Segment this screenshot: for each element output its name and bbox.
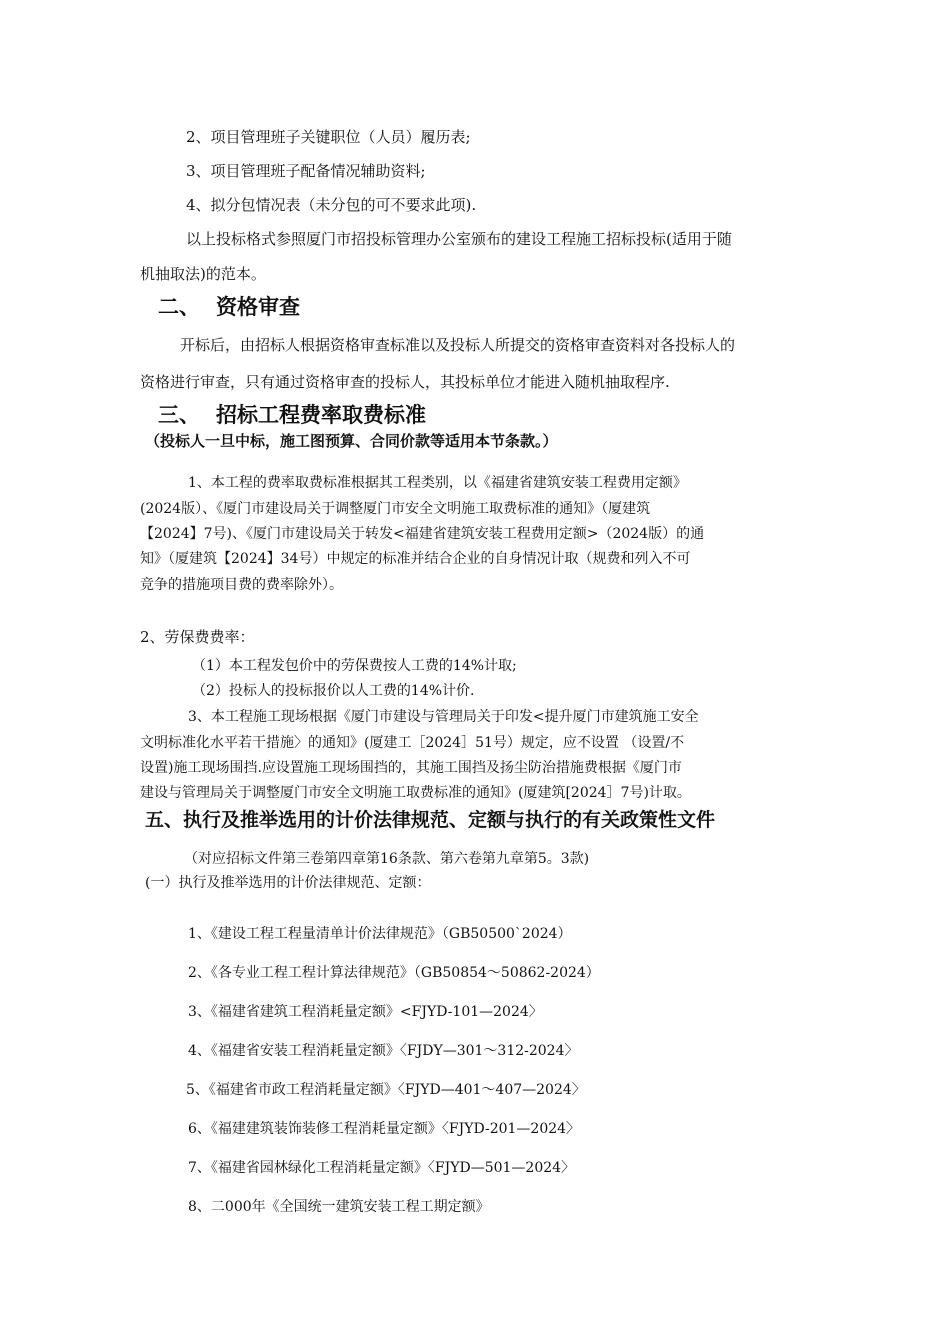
section5-reference: （对应招标文件第三卷第四章第16条款、第六卷第九章第5。3款) (184, 851, 590, 867)
intro-item: 3、项目管理班子配备情况辅助资料; (186, 162, 426, 180)
section-title: 招标工程费率取费标准 (216, 403, 426, 427)
section2-paragraph-line: 资格进行审查，只有通过资格审查的投标人，其投标单位才能进入随机抽取程序. (140, 373, 670, 391)
fee-paragraph-line: (2024版）、《厦门市建设局关于调整厦门市安全文明施工取费标准的通知》（厦建筑 (140, 501, 651, 517)
section-heading-5: 五、执行及推举选用的计价法律规范、定额与执行的有关政策性文件 (145, 809, 716, 831)
intro-item: 4、拟分包情况表（未分包的可不要求此项). (186, 196, 477, 214)
fee-paragraph-line: 【2024】7号)、《厦门市建设局关于转发<福建省建筑安装工程费用定额>（2024版）的通 (140, 526, 705, 542)
fee-paragraph-line: 1、本工程的费率取费标准根据其工程类别，以《福建省建筑安装工程费用定额》 (188, 475, 687, 491)
norm-list-item: 2、《各专业工程工程计算法律规范》（GB50854～50862-2024） (188, 965, 600, 981)
fee-paragraph-line: 竞争的措施项目费的费率除外）。 (140, 577, 343, 593)
intro-note-line: 以上投标格式参照厦门市招投标管理办公室颁布的建设工程施工招标投标(适用于随 (186, 230, 732, 248)
section2-paragraph-line: 开标后，由招标人根据资格审查标准以及投标人所提交的资格审查资料对各投标人的 (180, 336, 736, 354)
section-number: 二、 (158, 295, 200, 319)
fee-paragraph-line: 知》（厦建筑【2024】34号）中规定的标准并结合企业的自身情况计取（规费和列入不可 (140, 551, 691, 567)
norm-list-item: 8、二000年《全国统一建筑安装工程工期定额》 (188, 1199, 490, 1215)
section-heading-2 (158, 294, 300, 320)
intro-item: 2、项目管理班子关键职位（人员）履历表; (186, 128, 471, 146)
site-paragraph-line: 设置)施工现场围挡.应设置施工现场围挡的，其施工围挡及扬尘防治措施费根据《厦门市 (140, 760, 682, 776)
site-paragraph-line: 文明标准化水平若干措施〉的通知》(厦建工［2024］51号）规定，应不设置 （设置/不 (140, 735, 685, 751)
labor-heading: 2、劳保费费率： (140, 628, 255, 646)
section-heading-3 (158, 402, 426, 428)
intro-note-line: 机抽取法)的范本。 (140, 265, 266, 283)
site-paragraph-line: 3、本工程施工现场根据《厦门市建设与管理局关于印发<提升厦门市建筑施工安全 (188, 709, 699, 725)
section5-subheading: (一）执行及推举选用的计价法律规范、定额： (145, 875, 431, 891)
norm-list-item: 5、《福建省市政工程消耗量定额》〈FJYD—401～407—2024〉 (186, 1082, 586, 1098)
norm-list-item: 6、《福建建筑装饰装修工程消耗量定额》〈FJYD-201—2024〉 (188, 1121, 581, 1137)
norm-list-item: 4、《福建省安装工程消耗量定额》〈FJDY—301～312-2024〉 (188, 1043, 579, 1059)
norm-list-item: 3、《福建省建筑工程消耗量定额》<FJYD-101—2024〉 (188, 1004, 543, 1020)
section-title: 资格审查 (216, 295, 300, 319)
site-paragraph-line: 建设与管理局关于调整厦门市安全文明施工取费标准的通知》(厦建筑[2024］7号)计取。 (140, 785, 691, 801)
section3-subtitle: （投标人一旦中标，施工图预算、合同价款等适用本节条款。） (145, 432, 558, 450)
labor-item: （1）本工程发包价中的劳保费按人工费的14%计取; (192, 658, 517, 674)
norm-list-item: 1、《建设工程工程量清单计价法律规范》（GB50500`2024） (188, 926, 572, 942)
section-number: 三、 (158, 403, 200, 427)
labor-item: （2）投标人的投标报价以人工费的14%计价. (192, 683, 475, 699)
norm-list-item: 7、《福建省园林绿化工程消耗量定额》〈FJYD—501—2024〉 (188, 1160, 576, 1176)
